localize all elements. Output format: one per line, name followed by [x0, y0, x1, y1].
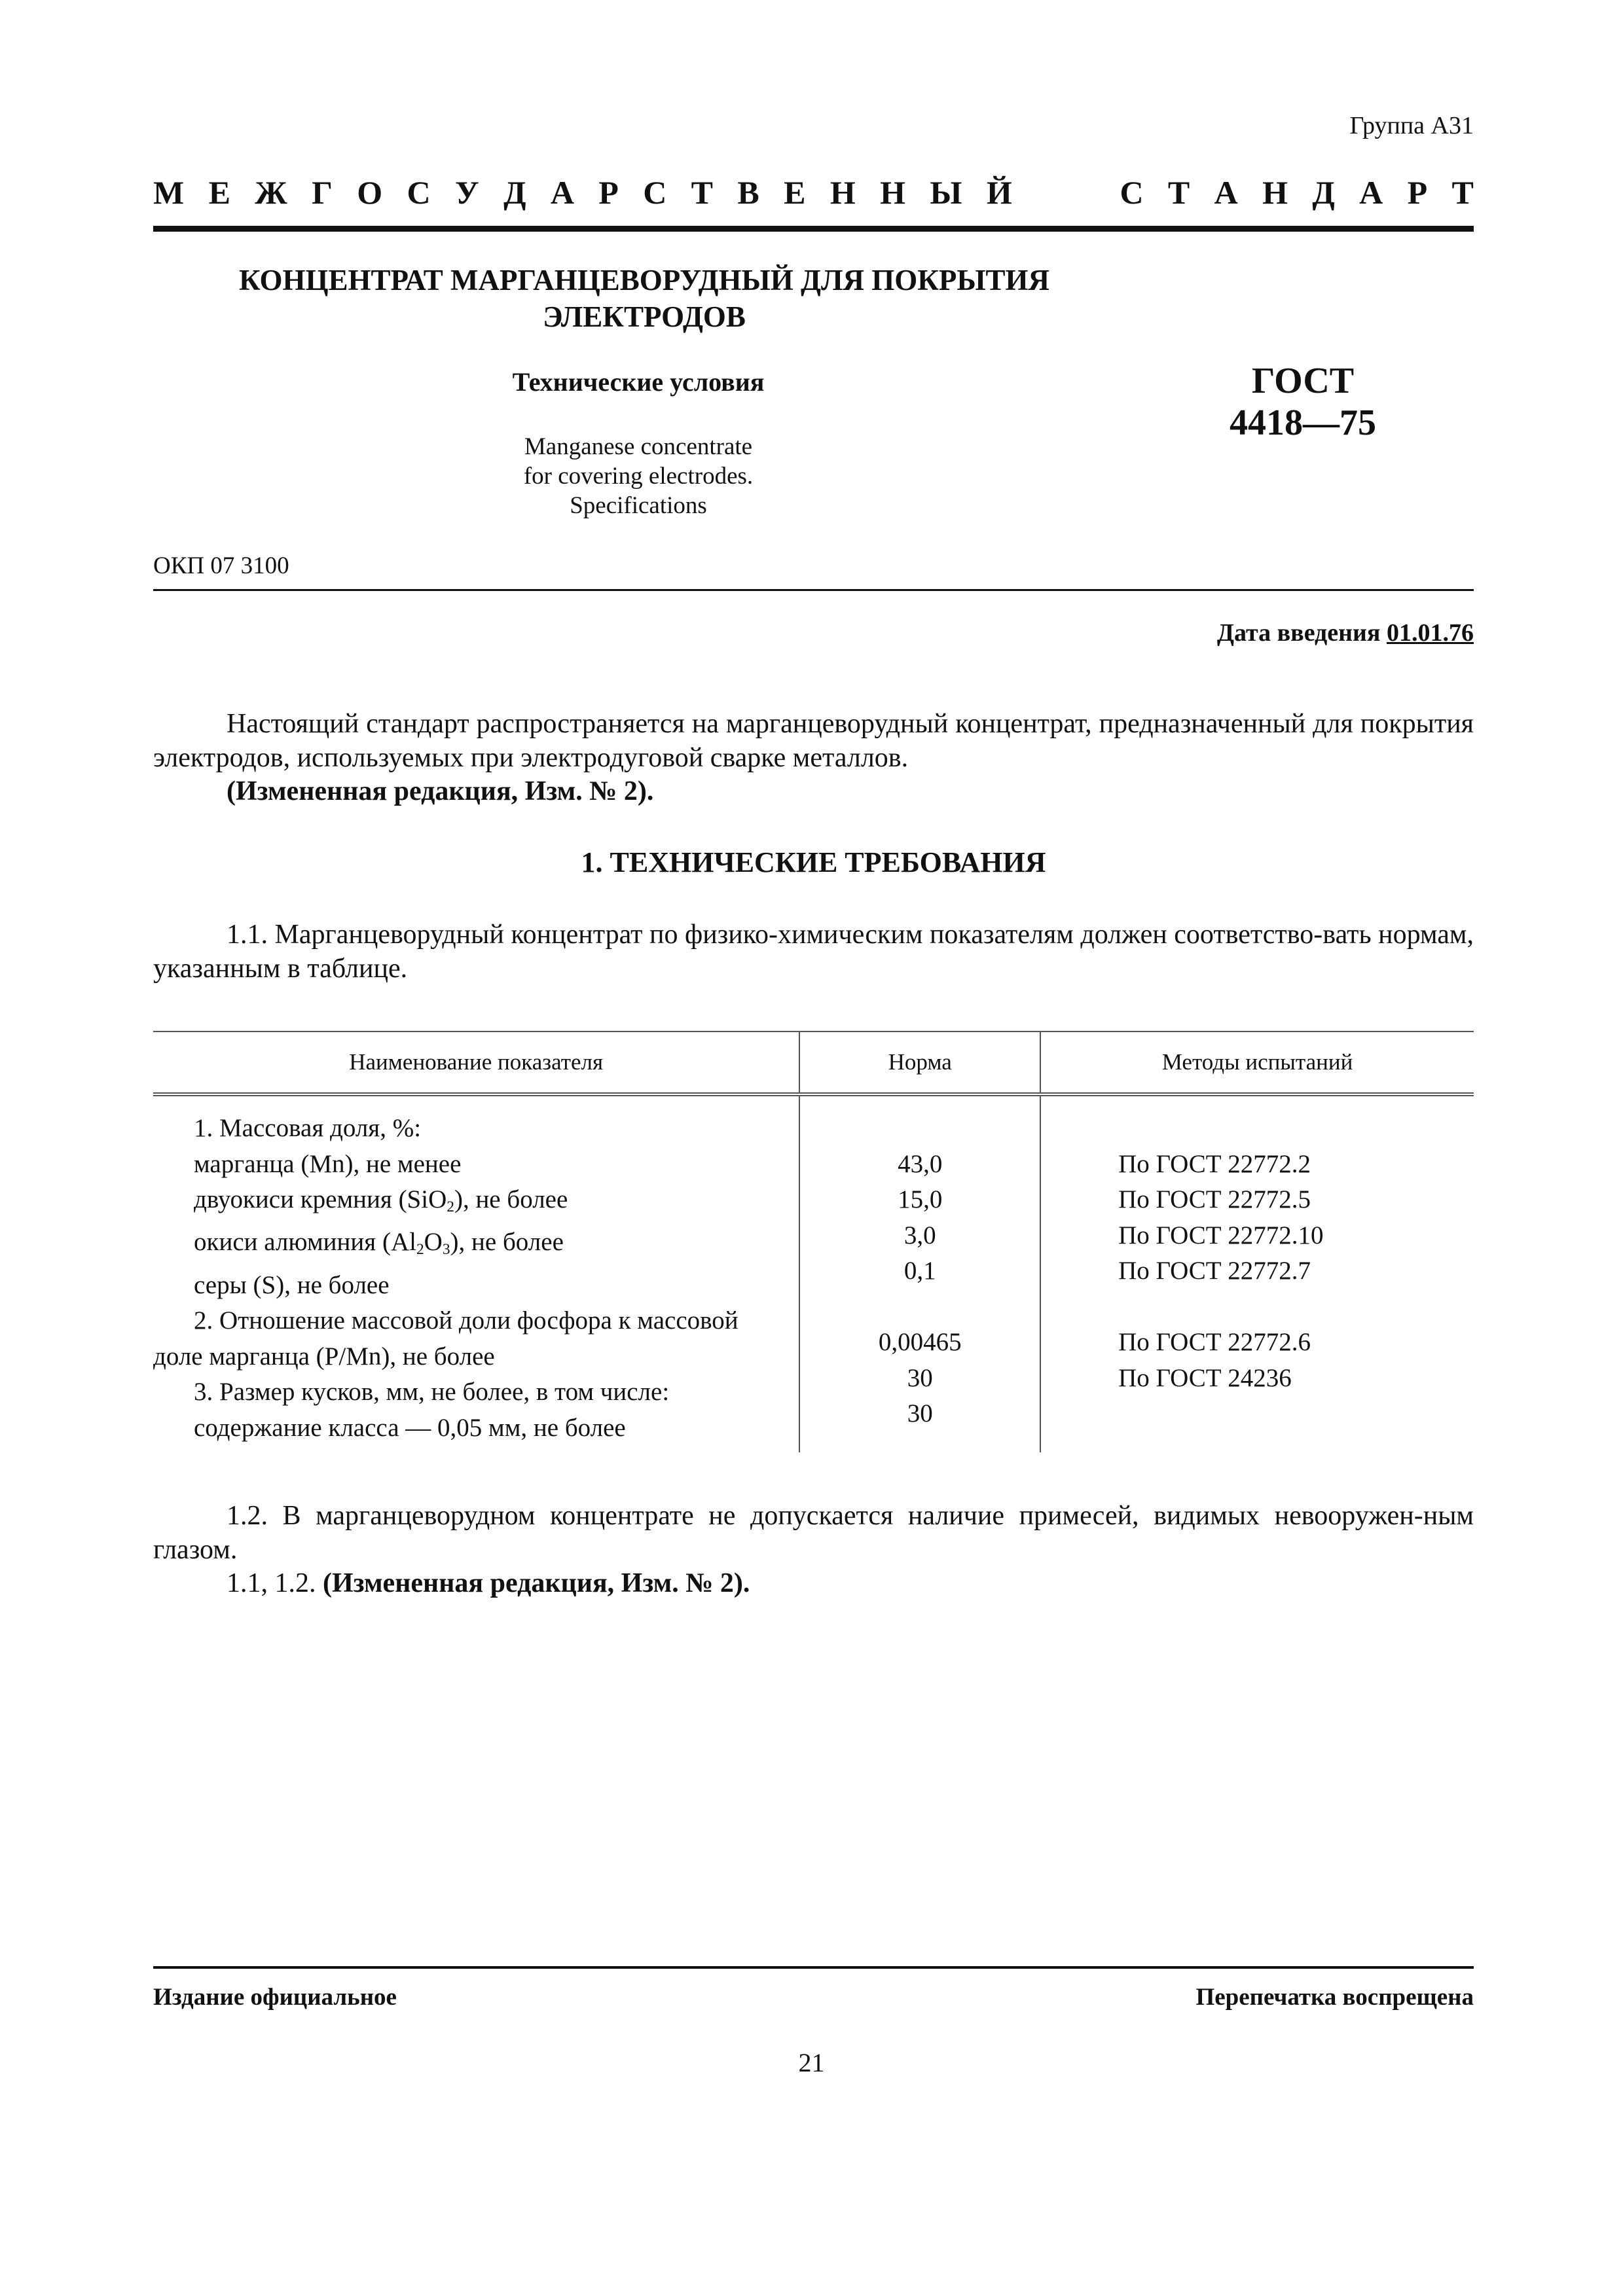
- paragraph-1-1-text: 1.1. Марганцеворудный концентрат по физико-химическим показателям должен соответство-вать нормам, указанным в таблице.: [153, 920, 1474, 984]
- page-number: 21: [798, 2048, 825, 2077]
- indicator-cell: 1. Массовая доля, %:: [194, 1114, 422, 1142]
- norm-cell: 15,0: [898, 1185, 943, 1213]
- norm-cell: [801, 1289, 1039, 1325]
- banner-letter: Р: [598, 174, 619, 211]
- banner-letter: Г: [312, 174, 333, 211]
- banner-letter: Т: [691, 174, 714, 211]
- indicator-column: [153, 1094, 799, 1452]
- note-text: (Измененная редакция, Изм. № 2).: [323, 1568, 750, 1598]
- date-label: Дата введения: [1216, 619, 1381, 647]
- banner-letter: Н: [1262, 174, 1288, 211]
- header-indicator: Наименование показателя: [153, 1031, 799, 1094]
- section-title: 1. ТЕХНИЧЕСКИЕ ТРЕБОВАНИЯ: [581, 846, 1046, 878]
- gost-label: ГОСТ: [1251, 361, 1355, 401]
- gost-code: 4418—75: [1230, 403, 1376, 443]
- banner-letter: С: [1120, 174, 1144, 211]
- banner-letter: У: [455, 174, 479, 211]
- header-rule: [153, 226, 1474, 232]
- banner-letter: Т: [1167, 174, 1190, 211]
- norm-column: [799, 1094, 1040, 1452]
- indicator-cell: окиси алюминия $(Al_2O_3)$, не более: [194, 1228, 564, 1259]
- method-cell: [1118, 1289, 1473, 1325]
- norm-cell: 3,0: [903, 1221, 936, 1249]
- okp-rule: [153, 589, 1474, 591]
- english-title-line: Specifications: [570, 492, 707, 519]
- banner-letter: В: [737, 174, 759, 211]
- banner-letter: Р: [1407, 174, 1428, 211]
- method-cell: [1118, 1111, 1473, 1147]
- norm-cell: [801, 1111, 1039, 1147]
- requirements-table: [153, 1031, 1474, 1452]
- banner-letter: Н: [880, 174, 905, 211]
- footer-official-edition: Издание официальное: [153, 1984, 397, 2011]
- banner-letter: Ж: [255, 174, 287, 211]
- intro-paragraph: [153, 707, 1474, 775]
- footer-reprint-notice: Перепечатка воспрещена: [1195, 1984, 1474, 2011]
- method-column: [1040, 1094, 1474, 1452]
- method-cell: [1118, 1396, 1473, 1432]
- indicator-cell: содержание класса — 0,05 мм, не более: [194, 1413, 626, 1442]
- banner-letter: А: [1359, 174, 1383, 211]
- banner-letter: Т: [1451, 174, 1474, 211]
- banner-letter: Д: [1312, 174, 1335, 211]
- header-methods: Методы испытаний: [1040, 1031, 1474, 1094]
- date-value: 01.01.76: [1387, 619, 1474, 647]
- title-line-1: КОНЦЕНТРАТ МАРГАНЦЕВОРУДНЫЙ ДЛЯ ПОКРЫТИЯ: [238, 264, 1050, 296]
- method-cell: По ГОСТ 22772.7: [1118, 1257, 1311, 1285]
- indicator-cell: марганца (Mn), не менее: [194, 1149, 462, 1178]
- banner-letter: Е: [208, 174, 230, 211]
- banner-letter: О: [357, 174, 383, 211]
- english-title: [426, 432, 851, 520]
- banner-letter: Д: [503, 174, 526, 211]
- footer-rule: [153, 1966, 1474, 1969]
- method-cell: По ГОСТ 22772.5: [1118, 1185, 1311, 1213]
- intro-text: Настоящий стандарт распространяется на марганцеворудный концентрат, предназначенный для покрытия электродов, используемых при электродуговой сварке металлов.: [153, 709, 1474, 773]
- subtitle: Технические условия: [512, 367, 765, 397]
- norm-cell: 0,1: [903, 1257, 936, 1285]
- indicator-cell: доле марганца (P/Mn), не более: [153, 1342, 495, 1371]
- standard-banner: [153, 173, 1474, 211]
- banner-letter: Е: [784, 174, 806, 211]
- title-line-2: ЭЛЕКТРОДОВ: [543, 300, 746, 333]
- banner-letter: С: [643, 174, 667, 211]
- effective-date: [1217, 619, 1474, 647]
- banner-letter: Й: [986, 174, 1012, 211]
- indicator-cell: 2. Отношение массовой доли фосфора к массовой: [194, 1306, 739, 1335]
- table-row: [153, 1094, 1474, 1452]
- method-cell: По ГОСТ 22772.6: [1118, 1328, 1311, 1356]
- table-header-row: [153, 1031, 1474, 1094]
- banner-letter: Н: [830, 174, 856, 211]
- header-norm: Норма: [799, 1031, 1040, 1094]
- paragraph-1-2: [153, 1499, 1474, 1567]
- note-prefix: 1.1, 1.2.: [227, 1568, 316, 1598]
- intro-amendment-note: (Измененная редакция, Изм. № 2).: [227, 776, 654, 806]
- norm-cell: 0,00465: [878, 1328, 962, 1356]
- gost-number: [1172, 360, 1434, 444]
- paragraph-1-1: [153, 918, 1474, 986]
- indicator-cell: двуокиси кремния (SiO$_2$), не более: [194, 1185, 568, 1215]
- banner-gap: [1036, 173, 1095, 211]
- method-cell: По ГОСТ 22772.10: [1118, 1221, 1324, 1249]
- indicator-cell: 3. Размер кусков, мм, не более, в том числе:: [194, 1378, 670, 1407]
- paragraph-1-2-text: 1.2. В марганцеворудном концентрате не допускается наличие примесей, видимых невооружен-ным глазом.: [153, 1501, 1474, 1565]
- english-title-line: for covering electrodes.: [523, 463, 754, 490]
- banner-letter: М: [153, 174, 185, 211]
- banner-letter: С: [407, 174, 431, 211]
- document-title: [153, 262, 1135, 335]
- section-amendment-note: [227, 1568, 750, 1599]
- group-code: Группа А31: [1349, 112, 1474, 139]
- norm-cell: 30: [907, 1399, 933, 1427]
- norm-cell: 30: [907, 1363, 933, 1392]
- indicator-cell: серы (S), не более: [194, 1270, 390, 1299]
- norm-cell: 43,0: [898, 1149, 943, 1178]
- banner-letter: Ы: [930, 174, 962, 211]
- english-title-line: Manganese concentrate: [524, 433, 753, 460]
- okp-code: ОКП 07 3100: [153, 552, 289, 579]
- banner-letter: А: [550, 174, 574, 211]
- method-cell: По ГОСТ 22772.2: [1118, 1149, 1311, 1178]
- banner-letter: А: [1214, 174, 1238, 211]
- method-cell: По ГОСТ 24236: [1118, 1363, 1292, 1392]
